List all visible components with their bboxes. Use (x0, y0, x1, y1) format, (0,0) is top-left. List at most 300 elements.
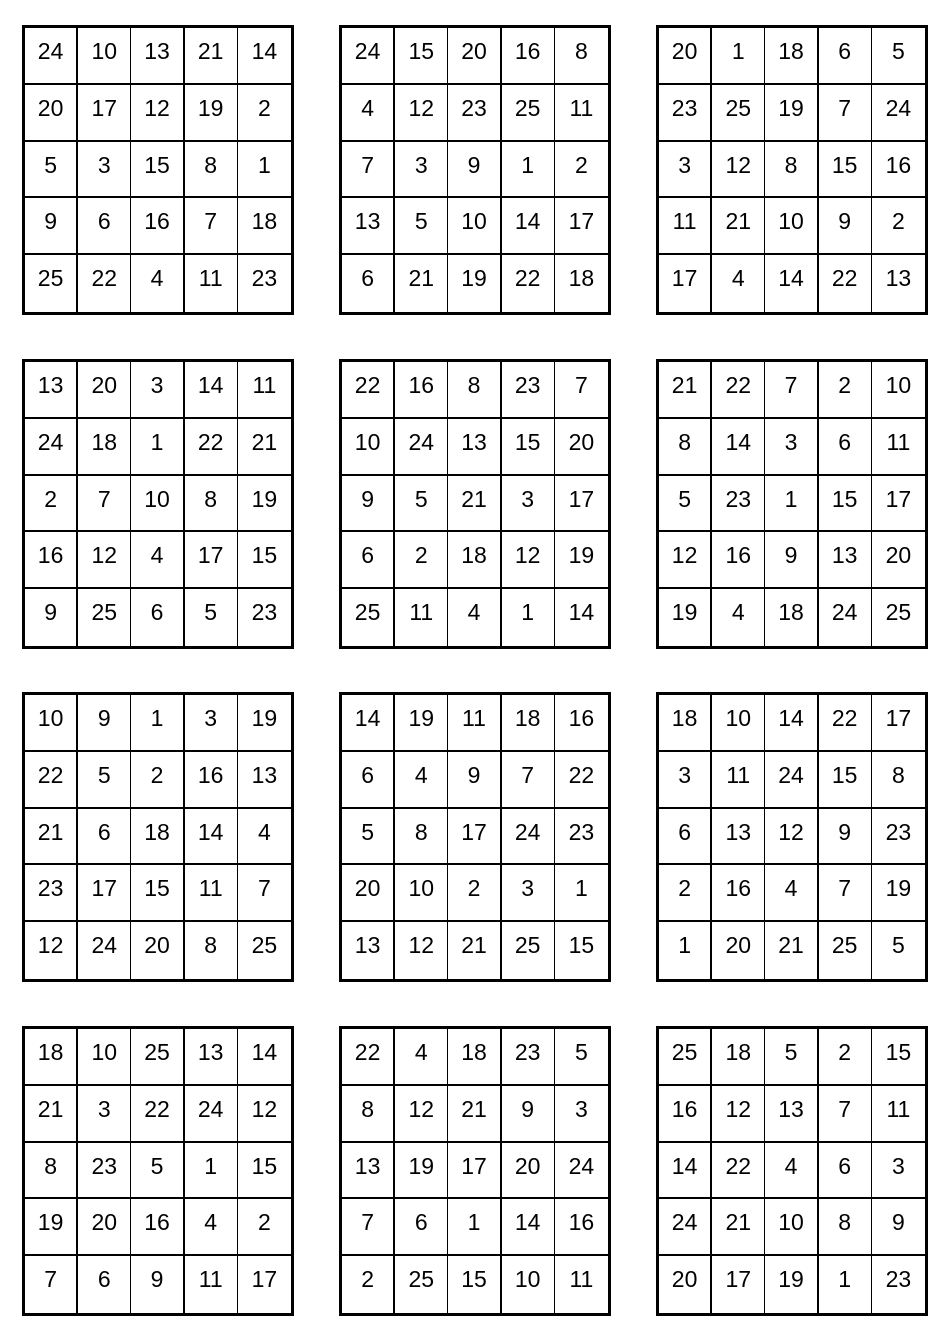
grid-cell: 13 (342, 198, 395, 255)
grid-cell: 13 (885, 265, 912, 292)
grid-cell: 16 (659, 1086, 712, 1143)
grid-cell: 17 (555, 476, 608, 533)
grid-cell: 12 (502, 532, 555, 589)
grid-cell: 15 (502, 419, 555, 476)
grid-cell: 19 (765, 1256, 818, 1313)
grid-cell: 16 (395, 362, 448, 419)
grid-cell: 3 (872, 1143, 925, 1200)
grid-cell: 14 (502, 198, 555, 255)
grid-cell: 24 (819, 589, 872, 646)
grid-cell: 1 (659, 922, 712, 979)
grid-cell: 10 (712, 695, 765, 752)
grid-cell: 12 (765, 809, 818, 866)
grid-cell: 13 (765, 1086, 818, 1143)
grid-cell: 12 (78, 532, 131, 589)
grid-cell: 10 (765, 198, 818, 255)
grid-cell: 11 (395, 589, 448, 646)
grid-cell: 10 (131, 476, 184, 533)
grid-cell: 1 (712, 28, 765, 85)
grid-cell: 17 (555, 198, 608, 255)
grid-cell: 6 (819, 419, 872, 476)
grid-cell: 13 (448, 419, 501, 476)
grid-cell: 8 (342, 1086, 395, 1143)
grid-cell: 4 (712, 255, 765, 312)
grid-cell: 22 (819, 255, 872, 312)
grid-cell: 22 (342, 1029, 395, 1086)
grid-cell: 7 (78, 476, 131, 533)
grid-cell: 24 (765, 752, 818, 809)
grid-cell: 6 (819, 28, 872, 85)
grid-cell: 8 (555, 28, 608, 85)
grid-cell: 20 (131, 922, 184, 979)
grid-cell: 23 (555, 809, 608, 866)
grid-cell: 5 (395, 198, 448, 255)
grid-cell: 24 (659, 1199, 712, 1256)
grid-cell: 7 (819, 865, 872, 922)
grid-cell: 21 (25, 809, 78, 866)
grid-cell: 11 (185, 255, 238, 312)
grid-cell: 22 (78, 255, 131, 312)
grid-cell: 24 (25, 28, 78, 85)
grid-cell: 4 (342, 85, 395, 142)
grid-cell: 14 (765, 695, 818, 752)
grid-cell: 15 (395, 28, 448, 85)
grid-cell: 16 (131, 1199, 184, 1256)
grid-cell: 23 (78, 1143, 131, 1200)
puzzle-grid-5 (339, 359, 611, 649)
grid-cell: 13 (25, 362, 78, 419)
grid-cell: 17 (78, 865, 131, 922)
grid-cell: 5 (555, 1029, 608, 1086)
grid-cell: 12 (131, 85, 184, 142)
grid-cell: 19 (395, 695, 448, 752)
grid-cell: 6 (342, 532, 395, 589)
grid-cell: 14 (712, 419, 765, 476)
grid-cell: 25 (885, 599, 912, 626)
grid-cell: 18 (238, 198, 291, 255)
grid-cell: 2 (819, 362, 872, 419)
grid-cell: 19 (448, 255, 501, 312)
puzzle-grid-8 (339, 692, 611, 982)
grid-cell: 23 (251, 599, 278, 626)
grid-cell: 5 (872, 28, 925, 85)
grid-cell: 13 (185, 1029, 238, 1086)
grid-cell: 11 (872, 1086, 925, 1143)
grid-cell: 10 (342, 419, 395, 476)
grid-cell: 8 (185, 142, 238, 199)
grid-cell: 14 (342, 695, 395, 752)
grid-cell: 19 (185, 85, 238, 142)
grid-cell: 2 (555, 142, 608, 199)
grid-cell: 22 (25, 752, 78, 809)
grid-cell: 11 (555, 85, 608, 142)
grid-cell: 12 (659, 532, 712, 589)
grid-cell: 9 (131, 1256, 184, 1313)
grid-cell: 22 (712, 1143, 765, 1200)
grid-cell: 9 (25, 589, 78, 646)
grid-cell: 25 (342, 589, 395, 646)
grid-cell: 3 (502, 865, 555, 922)
grid-cell: 15 (568, 932, 595, 959)
grid-cell: 9 (765, 532, 818, 589)
grid-cell: 17 (448, 1143, 501, 1200)
grid-cell: 6 (78, 809, 131, 866)
grid-cell: 25 (502, 922, 555, 979)
grid-cell: 22 (342, 362, 395, 419)
grid-cell: 3 (131, 362, 184, 419)
grid-cell: 21 (448, 922, 501, 979)
grid-cell: 9 (819, 809, 872, 866)
grid-cell: 16 (131, 198, 184, 255)
grid-cell: 3 (555, 1086, 608, 1143)
grid-cell: 22 (502, 255, 555, 312)
grid-cell: 20 (78, 1199, 131, 1256)
grid-cell: 25 (78, 589, 131, 646)
grid-cell: 20 (502, 1143, 555, 1200)
grid-cell: 24 (502, 809, 555, 866)
grid-cell: 4 (185, 1199, 238, 1256)
grid-cell: 15 (819, 476, 872, 533)
grid-cell: 4 (765, 1143, 818, 1200)
grid-cell: 6 (395, 1199, 448, 1256)
grid-cell: 19 (765, 85, 818, 142)
grid-cell: 9 (819, 198, 872, 255)
grid-cell: 10 (78, 28, 131, 85)
grid-cell: 2 (342, 1256, 395, 1313)
grid-cell: 25 (659, 1029, 712, 1086)
grid-cell: 7 (819, 1086, 872, 1143)
grid-cell: 5 (395, 476, 448, 533)
grid-cell: 3 (395, 142, 448, 199)
grid-cell: 15 (819, 142, 872, 199)
grid-cell: 20 (712, 922, 765, 979)
grid-cell: 13 (342, 922, 395, 979)
grid-cell: 19 (395, 1143, 448, 1200)
grid-cell: 1 (131, 695, 184, 752)
grid-cell: 23 (659, 85, 712, 142)
grid-cell: 16 (25, 532, 78, 589)
grid-cell: 4 (765, 865, 818, 922)
grid-cell: 12 (395, 85, 448, 142)
grid-cell: 23 (251, 265, 278, 292)
grid-cell: 9 (502, 1086, 555, 1143)
grid-cell: 7 (185, 198, 238, 255)
grid-cell: 18 (765, 589, 818, 646)
grid-cell: 25 (131, 1029, 184, 1086)
grid-cell: 23 (25, 865, 78, 922)
grid-cell: 8 (819, 1199, 872, 1256)
grid-cell: 5 (25, 142, 78, 199)
grid-cell: 17 (872, 695, 925, 752)
grid-cell: 5 (659, 476, 712, 533)
puzzle-grid-3 (656, 25, 928, 315)
grid-cell: 17 (251, 1266, 278, 1293)
grid-cell: 5 (765, 1029, 818, 1086)
grid-cell: 16 (185, 752, 238, 809)
grid-cell: 24 (555, 1143, 608, 1200)
grid-cell: 12 (238, 1086, 291, 1143)
grid-cell: 23 (872, 809, 925, 866)
grid-cell: 18 (502, 695, 555, 752)
grid-cell: 7 (342, 1199, 395, 1256)
grid-cell: 5 (342, 809, 395, 866)
grid-cell: 1 (502, 142, 555, 199)
grid-cell: 20 (659, 1256, 712, 1313)
grid-cell: 19 (659, 589, 712, 646)
grid-cell: 16 (502, 28, 555, 85)
grid-cell: 22 (819, 695, 872, 752)
grid-cell: 19 (25, 1199, 78, 1256)
grid-cell: 2 (25, 476, 78, 533)
grid-cell: 13 (238, 752, 291, 809)
grid-cell: 20 (872, 532, 925, 589)
grid-cell: 17 (872, 476, 925, 533)
grid-cell: 17 (712, 1256, 765, 1313)
grid-cell: 17 (659, 255, 712, 312)
grid-cell: 10 (78, 1029, 131, 1086)
grid-cell: 11 (185, 1256, 238, 1313)
grid-cell: 8 (395, 809, 448, 866)
grid-cell: 15 (872, 1029, 925, 1086)
grid-cell: 8 (765, 142, 818, 199)
grid-cell: 1 (765, 476, 818, 533)
grid-cell: 21 (185, 28, 238, 85)
grid-cell: 22 (185, 419, 238, 476)
grid-cell: 3 (502, 476, 555, 533)
grid-cell: 10 (448, 198, 501, 255)
grid-cell: 7 (555, 362, 608, 419)
grid-cell: 20 (78, 362, 131, 419)
grid-cell: 3 (659, 142, 712, 199)
grid-cell: 21 (448, 476, 501, 533)
grid-cell: 16 (712, 865, 765, 922)
grid-cell: 25 (395, 1256, 448, 1313)
grid-cell: 2 (395, 532, 448, 589)
grid-cell: 18 (448, 532, 501, 589)
grid-cell: 11 (448, 695, 501, 752)
grid-cell: 6 (342, 255, 395, 312)
grid-cell: 2 (448, 865, 501, 922)
grid-cell: 7 (238, 865, 291, 922)
grid-cell: 8 (872, 752, 925, 809)
grid-cell: 1 (448, 1199, 501, 1256)
grid-cell: 8 (185, 922, 238, 979)
grid-cell: 10 (502, 1256, 555, 1313)
grid-cell: 15 (238, 532, 291, 589)
grid-cell: 17 (78, 85, 131, 142)
grid-cell: 20 (659, 28, 712, 85)
grid-cell: 13 (342, 1143, 395, 1200)
grid-cell: 14 (238, 1029, 291, 1086)
grid-cell: 2 (131, 752, 184, 809)
grid-cell: 7 (765, 362, 818, 419)
puzzle-grid-9 (656, 692, 928, 982)
grid-cell: 18 (25, 1029, 78, 1086)
grid-cell: 10 (25, 695, 78, 752)
grid-cell: 18 (568, 265, 595, 292)
grid-cell: 5 (185, 589, 238, 646)
puzzle-grid-1 (22, 25, 294, 315)
grid-cell: 24 (185, 1086, 238, 1143)
grid-cell: 23 (502, 362, 555, 419)
puzzle-grid-4 (22, 359, 294, 649)
grid-cell: 22 (712, 362, 765, 419)
grid-cell: 7 (25, 1256, 78, 1313)
grid-cell: 20 (555, 419, 608, 476)
puzzle-grid-11 (339, 1026, 611, 1316)
grid-cell: 10 (395, 865, 448, 922)
grid-cell: 21 (712, 1199, 765, 1256)
grid-cell: 16 (712, 532, 765, 589)
grid-cell: 6 (78, 1256, 131, 1313)
grid-cell: 3 (78, 142, 131, 199)
grid-cell: 23 (885, 1266, 912, 1293)
grid-cell: 6 (819, 1143, 872, 1200)
grid-cell: 4 (712, 589, 765, 646)
puzzle-grid-10 (22, 1026, 294, 1316)
grid-cell: 20 (342, 865, 395, 922)
grid-cell: 11 (238, 362, 291, 419)
grid-cell: 5 (78, 752, 131, 809)
grid-cell: 4 (131, 532, 184, 589)
grid-cell: 22 (131, 1086, 184, 1143)
puzzle-grid-2 (339, 25, 611, 315)
grid-cell: 19 (555, 532, 608, 589)
grid-cell: 23 (712, 476, 765, 533)
grid-cell: 2 (819, 1029, 872, 1086)
grid-cell: 5 (892, 932, 905, 959)
grid-cell: 10 (872, 362, 925, 419)
grid-cell: 11 (659, 198, 712, 255)
grid-cell: 10 (765, 1199, 818, 1256)
grid-cell: 24 (78, 922, 131, 979)
grid-cell: 15 (131, 865, 184, 922)
grid-cell: 12 (25, 922, 78, 979)
grid-cell: 7 (819, 85, 872, 142)
grid-cell: 9 (342, 476, 395, 533)
grid-cell: 9 (78, 695, 131, 752)
grid-cell: 8 (25, 1143, 78, 1200)
grid-cell: 25 (502, 85, 555, 142)
grid-cell: 6 (342, 752, 395, 809)
grid-cell: 11 (185, 865, 238, 922)
grid-cell: 21 (238, 419, 291, 476)
grid-cell: 14 (659, 1143, 712, 1200)
grid-cell: 18 (659, 695, 712, 752)
grid-cell: 11 (569, 1266, 594, 1293)
grid-cell: 1 (238, 142, 291, 199)
grid-cell: 18 (131, 809, 184, 866)
grid-cell: 13 (712, 809, 765, 866)
grid-cell: 14 (185, 809, 238, 866)
grid-cell: 1 (819, 1256, 872, 1313)
grid-cell: 4 (238, 809, 291, 866)
grid-cell: 12 (712, 142, 765, 199)
grid-cell: 16 (555, 1199, 608, 1256)
grid-cell: 12 (712, 1086, 765, 1143)
grid-cell: 7 (502, 752, 555, 809)
grid-cell: 19 (872, 865, 925, 922)
grid-cell: 8 (185, 476, 238, 533)
grid-cell: 21 (712, 198, 765, 255)
grid-cell: 25 (25, 255, 78, 312)
grid-cell: 2 (238, 85, 291, 142)
grid-cell: 2 (238, 1199, 291, 1256)
grid-cell: 1 (131, 419, 184, 476)
grid-cell: 15 (819, 752, 872, 809)
grid-cell: 21 (25, 1086, 78, 1143)
puzzle-grid-12 (656, 1026, 928, 1316)
grid-cell: 3 (185, 695, 238, 752)
grid-cell: 6 (659, 809, 712, 866)
grid-cell: 25 (712, 85, 765, 142)
grid-cell: 4 (131, 255, 184, 312)
grid-cell: 4 (395, 1029, 448, 1086)
grid-cell: 13 (131, 28, 184, 85)
grid-cell: 9 (25, 198, 78, 255)
grid-cell: 21 (765, 922, 818, 979)
grid-cell: 3 (659, 752, 712, 809)
grid-cell: 24 (25, 419, 78, 476)
puzzle-grid-7 (22, 692, 294, 982)
grid-cell: 21 (448, 1086, 501, 1143)
grid-cell: 23 (448, 85, 501, 142)
grid-cell: 24 (395, 419, 448, 476)
grid-cell: 17 (185, 532, 238, 589)
grid-cell: 6 (131, 589, 184, 646)
grid-cell: 18 (712, 1029, 765, 1086)
grid-cell: 16 (555, 695, 608, 752)
grid-cell: 8 (659, 419, 712, 476)
grid-cell: 24 (342, 28, 395, 85)
grid-cell: 21 (659, 362, 712, 419)
grid-cell: 3 (765, 419, 818, 476)
grid-cell: 6 (78, 198, 131, 255)
grid-cell: 24 (872, 85, 925, 142)
grid-cell: 14 (568, 599, 595, 626)
grid-cell: 22 (555, 752, 608, 809)
grid-cell: 7 (342, 142, 395, 199)
grid-cell: 25 (819, 922, 872, 979)
grid-cell: 2 (872, 198, 925, 255)
grid-cell: 9 (448, 752, 501, 809)
grid-cell: 11 (712, 752, 765, 809)
grid-cell: 20 (448, 28, 501, 85)
grid-cell: 1 (185, 1143, 238, 1200)
grid-cell: 17 (448, 809, 501, 866)
grid-cell: 20 (25, 85, 78, 142)
grid-cell: 12 (395, 1086, 448, 1143)
grid-cell: 4 (395, 752, 448, 809)
grid-cell: 5 (131, 1143, 184, 1200)
grid-cell: 1 (555, 865, 608, 922)
grid-cell: 18 (448, 1029, 501, 1086)
grid-cell: 9 (448, 142, 501, 199)
grid-cell: 14 (502, 1199, 555, 1256)
grid-cell: 13 (819, 532, 872, 589)
grid-cell: 4 (448, 589, 501, 646)
grid-cell: 1 (502, 589, 555, 646)
grid-cell: 14 (765, 255, 818, 312)
grid-cell: 19 (238, 695, 291, 752)
grid-cell: 25 (251, 932, 278, 959)
grid-cell: 15 (448, 1256, 501, 1313)
grid-cell: 3 (78, 1086, 131, 1143)
grid-cell: 8 (448, 362, 501, 419)
grid-cell: 9 (872, 1199, 925, 1256)
grid-cell: 2 (659, 865, 712, 922)
grid-cell: 14 (185, 362, 238, 419)
